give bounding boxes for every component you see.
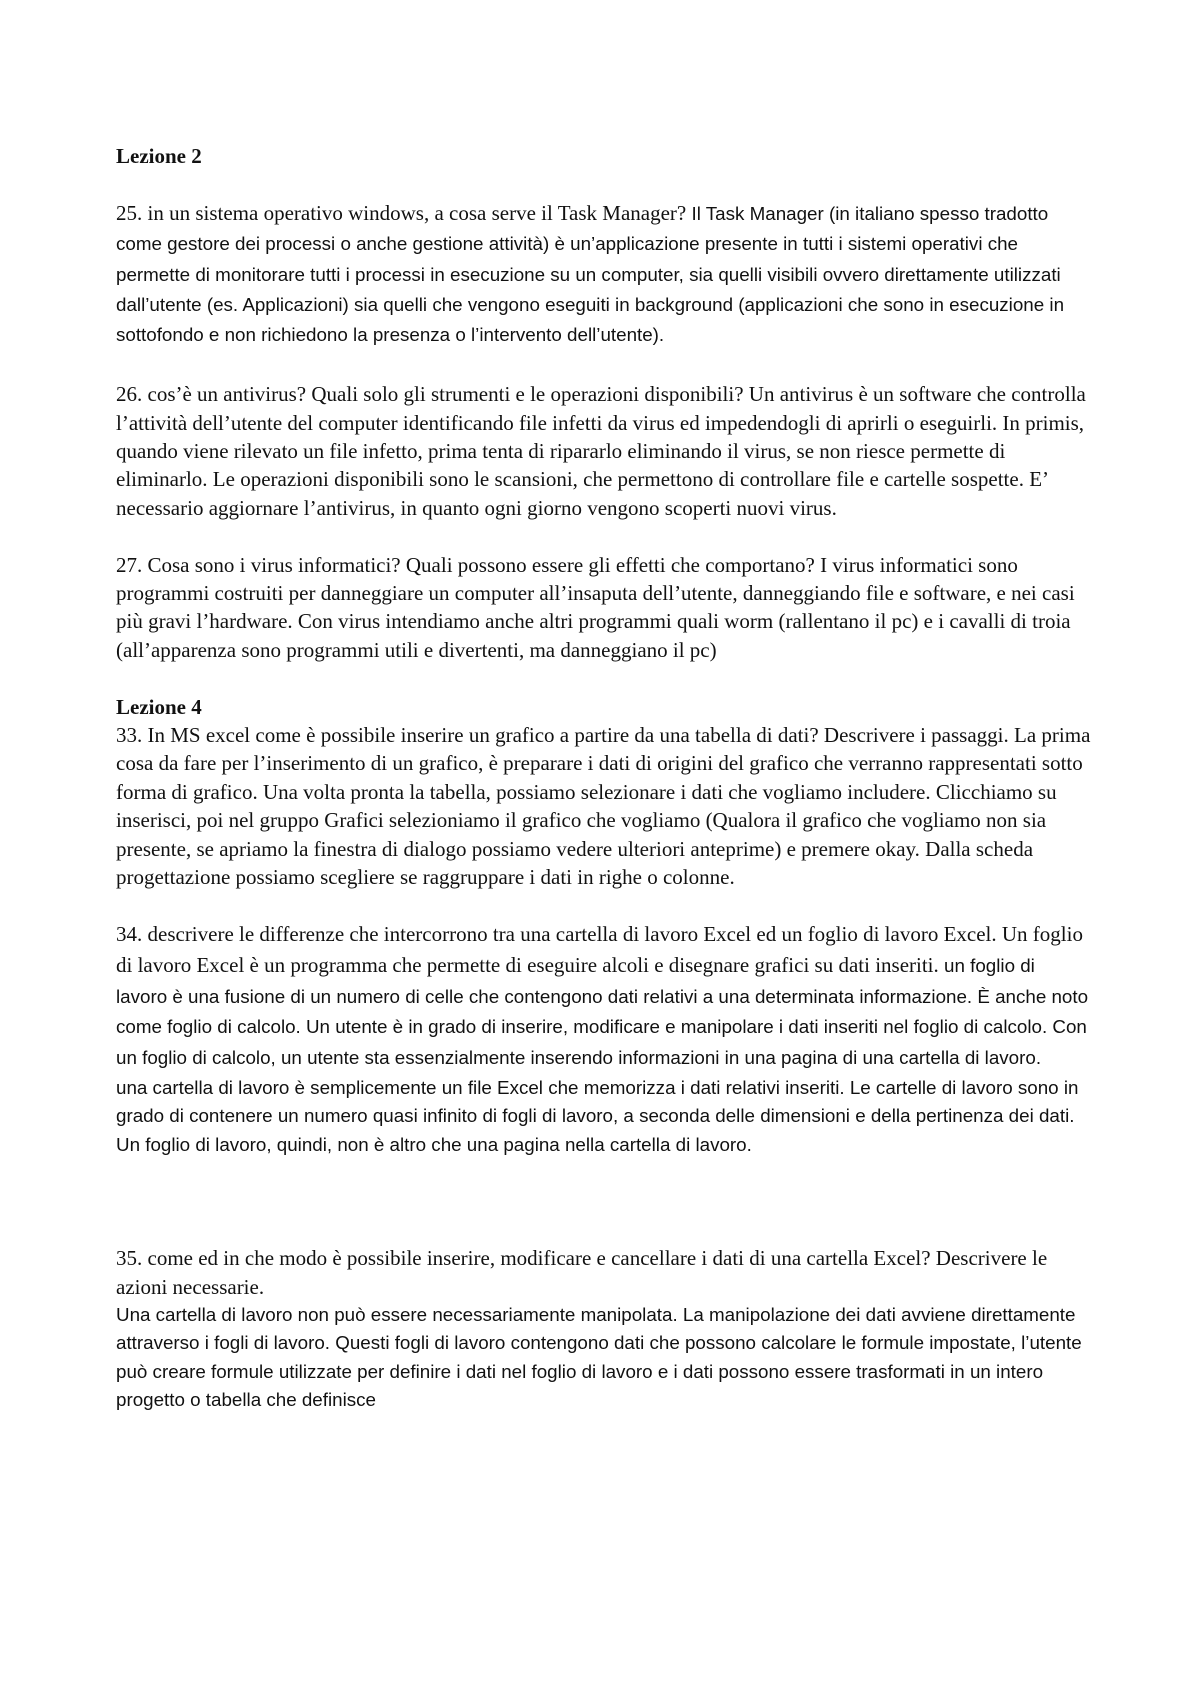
paragraph-q25 [116, 199, 1091, 352]
paragraph-q34 [116, 920, 1091, 1074]
question-34-text: 34. descrivere le differenze che intercorrono tra una cartella di lavoro Excel ed un foglio di lavoro Excel. Un foglio di lavoro Excel è un programma che permette di eseguire alcoli e disegnare grafici su dati inseriti. [116, 921, 1083, 978]
answer-25-text: Il Task Manager (in italiano spesso tradotto come gestore dei processi o anche gestione attività) è un’applicazione presente in tutti i sistemi operativi che permette di monitorare tutti i processi in esecuzione su un computer, sia quelli visibili ovvero direttamente utilizzati dall’utente (es. Applicazioni) sia quelli che vengono eseguiti in background (applicazioni che sono in esecuzione in sottofondo e non richiedono la presenza o l’intervento dell’utente). [116, 202, 1065, 346]
section-heading-lezione-4: Lezione 4 [116, 694, 202, 719]
paragraph-q26: 26. cos’è un antivirus? Quali solo gli strumenti e le operazioni disponibili? Un antivirus è un software che controlla l’attività dell’utente del computer identificando file infetti da virus ed impedendogli di aprirli o eseguirli. In primis, quando viene rilevato un file infetto, prima tenta di ripararlo eliminando il virus, se non riesce permette di eliminarlo. Le operazioni disponibili sono le scansioni, che permettono di controllare file e cartelle sospette. E’ necessario aggiornare l’antivirus, in quanto ogni giorno vengono scoperti nuovi virus. [116, 382, 1086, 520]
answer-35-text: Una cartella di lavoro non può essere necessariamente manipolata. La manipolazione dei dati avviene direttamente attraverso i fogli di lavoro. Questi fogli di lavoro contengono dati che possono calcolare le formule impostate, l’utente può creare formule utilizzate per definire i dati nel foglio di lavoro e i dati possono essere trasformati in un intero progetto o tabella che definisce [116, 1303, 1082, 1411]
paragraph-q27: 27. Cosa sono i virus informatici? Quali possono essere gli effetti che comportano? I virus informatici sono programmi costruiti per danneggiare un computer all’insaputa dell’utente, danneggiando file e software, e nei casi più gravi l’hardware. Con virus intendiamo anche altri programmi quali worm (rallentano il pc) e i cavalli di troia (all’apparenza sono programmi utili e divertenti, ma danneggiano il pc) [116, 552, 1075, 662]
document-body [116, 142, 1091, 1415]
answer-34-part2: una cartella di lavoro è semplicemente un file Excel che memorizza i dati relativi inseriti. Le cartelle di lavoro sono in grado di contenere un numero quasi infinito di fogli di lavoro, a seconda delle dimensioni e della pertinenza dei dati. Un foglio di lavoro, quindi, non è altro che una pagina nella cartella di lavoro. [116, 1076, 1079, 1155]
question-25-text: 25. in un sistema operativo windows, a cosa serve il Task Manager? [116, 200, 692, 225]
answer-34-part1: un foglio di lavoro è una fusione di un numero di celle che contengono dati relativi a una determinata informazione. È anche noto come foglio di calcolo. Un utente è in grado di inserire, modificare e manipolare i dati inseriti nel foglio di calcolo. Con un foglio di calcolo, un utente sta essenzialmente inserendo informazioni in una pagina di una cartella di lavoro. [116, 955, 1089, 1068]
paragraph-q33: 33. In MS excel come è possibile inserire un grafico a partire da una tabella di dati? Descrivere i passaggi. La prima cosa da fare per l’inserimento di un grafico, è preparare i dati di origini del grafico che verranno rappresentati sotto forma di grafico. Una volta pronta la tabella, possiamo selezionare i dati che vogliamo includere. Clicchiamo su inserisci, poi nel gruppo Grafici selezioniamo il grafico che vogliamo (Qualora il grafico che vogliamo non sia presente, se apriamo la finestra di dialogo possiamo vedere ulteriori anteprime) e premere okay. Dalla scheda progettazione possiamo scegliere se raggruppare i dati in righe o colonne. [116, 723, 1091, 890]
section-heading-lezione-2: Lezione 2 [116, 144, 202, 168]
question-35-text: 35. come ed in che modo è possibile inserire, modificare e cancellare i dati di una cartella Excel? Descrivere le azioni necessarie. [116, 1246, 1048, 1299]
